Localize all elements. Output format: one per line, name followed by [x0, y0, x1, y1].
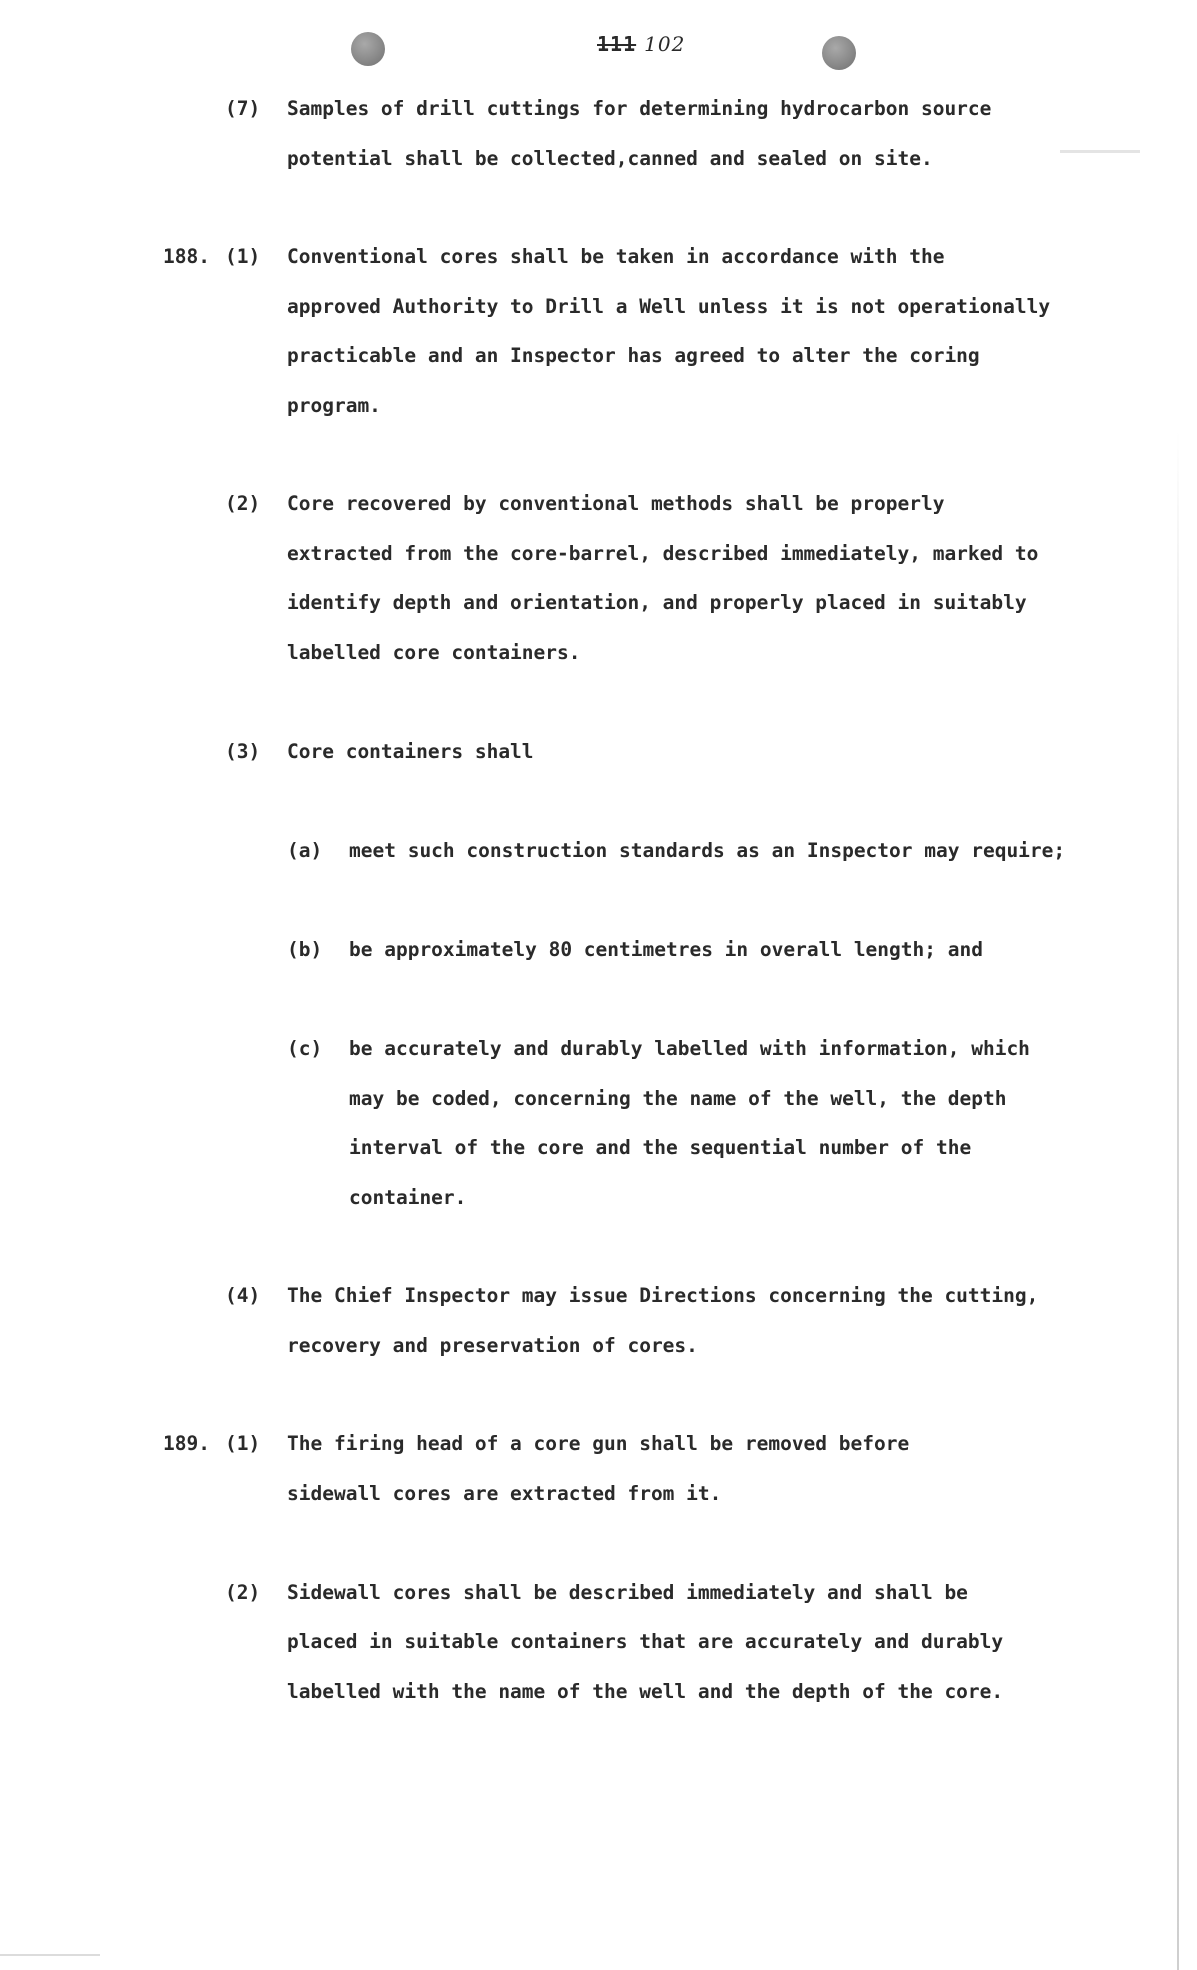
- text-line: approved Authority to Drill a Well unless it is not operationally: [287, 295, 1051, 318]
- subparagraph-marker: (c): [287, 1037, 323, 1060]
- page-number: [597, 32, 685, 56]
- text-line: placed in suitable containers that are accurately and durably: [287, 1630, 1004, 1653]
- text-line: program.: [287, 394, 381, 417]
- text-line: sidewall cores are extracted from it.: [287, 1482, 722, 1505]
- text-line: labelled with the name of the well and the depth of the core.: [287, 1680, 1004, 1703]
- text-line: be approximately 80 centimetres in overall length; and: [349, 938, 983, 961]
- punch-hole-right: [822, 36, 856, 70]
- paragraph-marker: (3): [225, 740, 261, 763]
- text-line: meet such construction standards as an Inspector may require;: [349, 839, 1066, 862]
- text-line: be accurately and durably labelled with information, which: [349, 1037, 1030, 1060]
- text-line: interval of the core and the sequential number of the: [349, 1136, 972, 1159]
- text-line: potential shall be collected,canned and sealed on site.: [287, 147, 933, 170]
- paragraph-marker: (2): [225, 1581, 261, 1604]
- text-line: recovery and preservation of cores.: [287, 1334, 698, 1357]
- text-line: container.: [349, 1186, 467, 1209]
- page-number-struck: 111: [597, 32, 637, 56]
- subparagraph-marker: (a): [287, 839, 323, 862]
- section-number: 188.: [163, 245, 210, 268]
- text-line: identify depth and orientation, and properly placed in suitably: [287, 591, 1027, 614]
- text-line: Core containers shall: [287, 740, 534, 763]
- paragraph-marker: (1): [225, 1432, 261, 1455]
- scan-smudge: [1060, 150, 1140, 153]
- page-number-handwritten: 102: [644, 32, 686, 56]
- paragraph-marker: (2): [225, 492, 261, 515]
- scan-bottom-line: [0, 1954, 100, 1956]
- text-line: Samples of drill cuttings for determining hydrocarbon source: [287, 97, 992, 120]
- paragraph-marker: (7): [225, 97, 261, 120]
- text-line: The firing head of a core gun shall be removed before: [287, 1432, 910, 1455]
- text-line: Core recovered by conventional methods shall be properly: [287, 492, 945, 515]
- text-line: Conventional cores shall be taken in accordance with the: [287, 245, 945, 268]
- text-line: Sidewall cores shall be described immediately and shall be: [287, 1581, 968, 1604]
- paragraph-marker: (4): [225, 1284, 261, 1307]
- text-line: labelled core containers.: [287, 641, 581, 664]
- punch-hole-left: [351, 32, 385, 66]
- section-number: 189.: [163, 1432, 210, 1455]
- text-line: The Chief Inspector may issue Directions concerning the cutting,: [287, 1284, 1039, 1307]
- paragraph-marker: (1): [225, 245, 261, 268]
- text-line: may be coded, concerning the name of the well, the depth: [349, 1087, 1007, 1110]
- text-line: extracted from the core-barrel, described immediately, marked to: [287, 542, 1039, 565]
- scan-edge-line: [1177, 430, 1179, 1970]
- subparagraph-marker: (b): [287, 938, 323, 961]
- text-line: practicable and an Inspector has agreed to alter the coring: [287, 344, 980, 367]
